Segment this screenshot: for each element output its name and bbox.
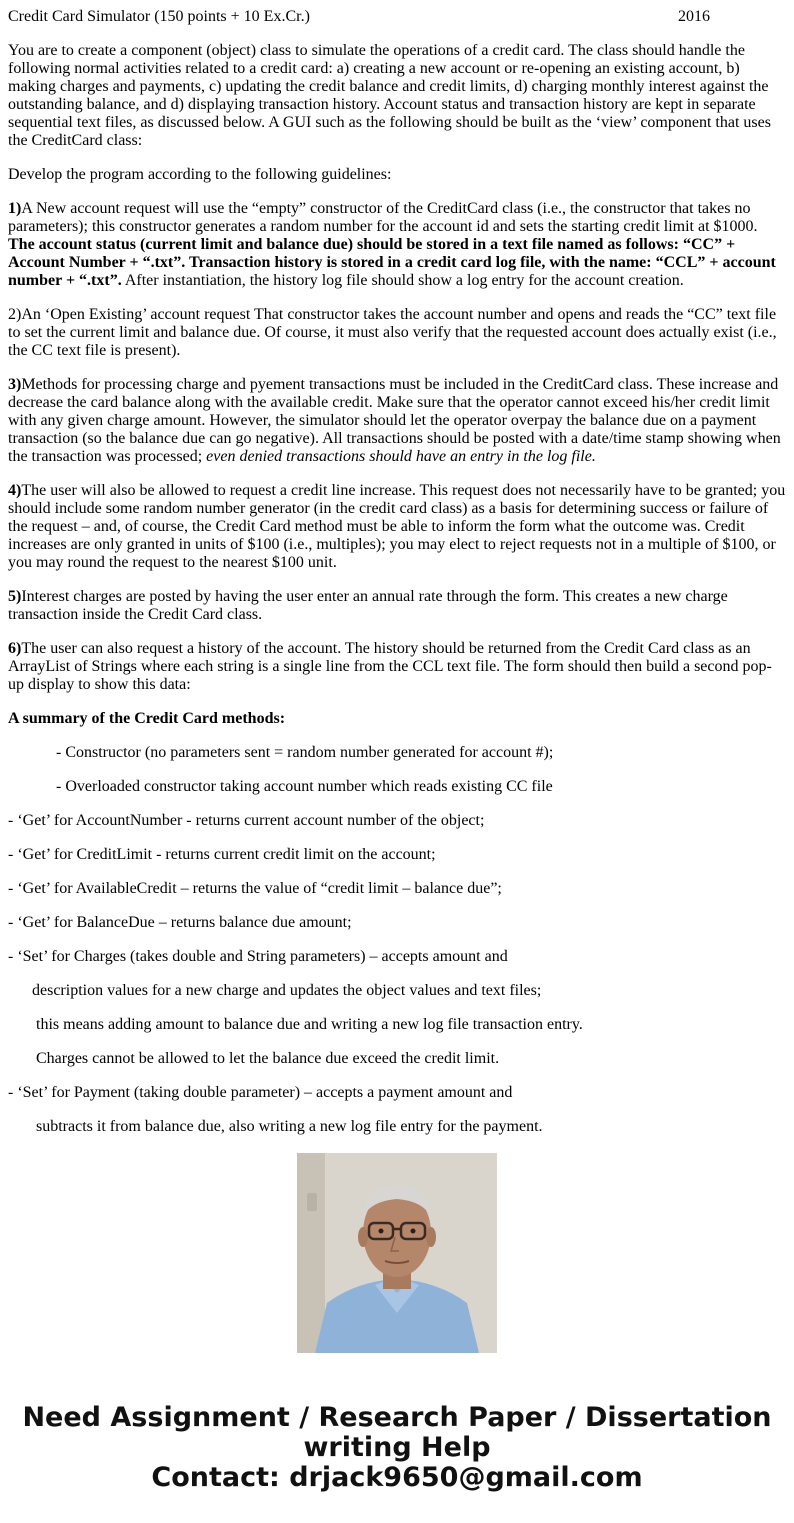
summary-set-charges-line-2: description values for a new charge and updates the object values and text files; bbox=[32, 982, 542, 999]
summary-set-charges: - ‘Set’ for Charges (takes double and String parameters) – accepts amount and bbox=[8, 948, 508, 965]
guideline-5 bbox=[8, 588, 786, 624]
author-avatar bbox=[297, 1153, 497, 1353]
summary-constructor-2: - Overloaded constructor taking account number which reads existing CC file bbox=[56, 778, 553, 795]
guideline-1-number: 1) bbox=[8, 200, 22, 217]
guideline-4-number: 4) bbox=[8, 482, 22, 499]
promo-contact: Contact: drjack9650@gmail.com bbox=[151, 1462, 643, 1493]
promo-text bbox=[0, 1403, 794, 1493]
title-row bbox=[8, 8, 786, 26]
guideline-1-text-a: A New account request will use the “empty” constructor of the CreditCard class (i.e., the constructor that takes no parameters); this constructor generates a random number for the account id and sets the starting credit limit at $1000. bbox=[8, 200, 758, 235]
document-year: 2016 bbox=[678, 8, 710, 25]
summary-set-payment-line-2: subtracts it from balance due, also writing a new log file entry for the payment. bbox=[36, 1118, 543, 1135]
document-title: Credit Card Simulator (150 points + 10 Ex.Cr.) bbox=[8, 8, 310, 25]
guideline-1-text-b: After instantiation, the history log file should show a log entry for the account creation. bbox=[121, 272, 684, 289]
guideline-5-text: Interest charges are posted by having the user enter an annual rate through the form. This creates a new charge transaction inside the Credit Card class. bbox=[8, 588, 728, 623]
summary-get-limit: - ‘Get’ for CreditLimit - returns current credit limit on the account; bbox=[8, 846, 436, 863]
promo-line-2: writing Help bbox=[303, 1432, 491, 1463]
summary-set-charges-line-3: this means adding amount to balance due and writing a new log file transaction entry. bbox=[36, 1016, 583, 1033]
promo-section bbox=[0, 1123, 794, 1523]
guideline-4 bbox=[8, 482, 786, 572]
guideline-1-bold-text: The account status (current limit and balance due) should be stored in a text file named as follows: “CC” + Account Number + “.txt”. Transaction history is stored in a credit card log file, with the name: “CCL” + account number + “.txt”. bbox=[8, 236, 776, 289]
author-portrait-image bbox=[297, 1153, 497, 1353]
summary-set-payment: - ‘Set’ for Payment (taking double parameter) – accepts a payment amount and bbox=[8, 1084, 513, 1101]
summary-constructor-1: - Constructor (no parameters sent = random number generated for account #); bbox=[56, 744, 554, 761]
summary-heading-text: A summary of the Credit Card methods: bbox=[8, 710, 286, 727]
intro-paragraph: You are to create a component (object) class to simulate the operations of a credit card. The class should handle the following normal activities related to a credit card: a) creating a new account or re-opening an existing account, b) making charges and payments, c) updating the credit balance and credit limits, d) charging monthly interest against the outstanding balance, and d) displaying transaction history. Account status and transaction history are kept in separate sequential text files, as discussed below. A GUI such as the following should be built as the ‘view’ component that uses the CreditCard class: bbox=[8, 42, 771, 149]
guideline-3-italic-text: even denied transactions should have an entry in the log file. bbox=[206, 448, 596, 465]
guideline-5-number: 5) bbox=[8, 588, 22, 605]
guideline-2: 2)An ‘Open Existing’ account request That constructor takes the account number and opens and reads the “CC” text file to set the current limit and balance due. Of course, it must also verify that the requested account does actually exist (i.e., the CC text file is present). bbox=[8, 306, 777, 359]
guideline-3 bbox=[8, 376, 786, 466]
guideline-6-number: 6) bbox=[8, 640, 22, 657]
guideline-3-number: 3) bbox=[8, 376, 22, 393]
guideline-3-text: Methods for processing charge and pyement transactions must be included in the CreditCard class. These increase and decrease the card balance along with the available credit. Make sure that the operator cannot exceed his/her credit limit with any given charge amount. However, the simulator should let the operator overpay the balance due on a payment transaction (so the balance due can go negative). All transactions should be posted with a date/time stamp showing when the transaction was processed; bbox=[8, 376, 781, 465]
summary-set-charges-line-4: Charges cannot be allowed to let the balance due exceed the credit limit. bbox=[36, 1050, 500, 1067]
guideline-6-text: The user can also request a history of the account. The history should be returned from the Credit Card class as an ArrayList of Strings where each string is a single line from the CCL text file. The form should then build a second pop-up display to show this data: bbox=[8, 640, 772, 693]
summary-get-balance: - ‘Get’ for BalanceDue – returns balance due amount; bbox=[8, 914, 352, 931]
summary-get-account: - ‘Get’ for AccountNumber - returns current account number of the object; bbox=[8, 812, 485, 829]
guideline-6 bbox=[8, 640, 786, 694]
summary-heading bbox=[8, 710, 786, 728]
guidelines-intro: Develop the program according to the following guidelines: bbox=[8, 166, 392, 183]
guideline-4-text: The user will also be allowed to request a credit line increase. This request does not necessarily have to be granted; you should include some random number generator (in the credit card class) as a basis for determining success or failure of the request – and, of course, the Credit Card method must be able to inform the form what the outcome was. Credit increases are only granted in units of $100 (i.e., multiples); you may elect to reject requests not in a multiple of $100, or you may round the request to the nearest $100 unit. bbox=[8, 482, 786, 571]
guideline-1 bbox=[8, 200, 786, 290]
promo-line-1: Need Assignment / Research Paper / Dissertation bbox=[22, 1402, 772, 1433]
summary-get-available: - ‘Get’ for AvailableCredit – returns the value of “credit limit – balance due”; bbox=[8, 880, 502, 897]
